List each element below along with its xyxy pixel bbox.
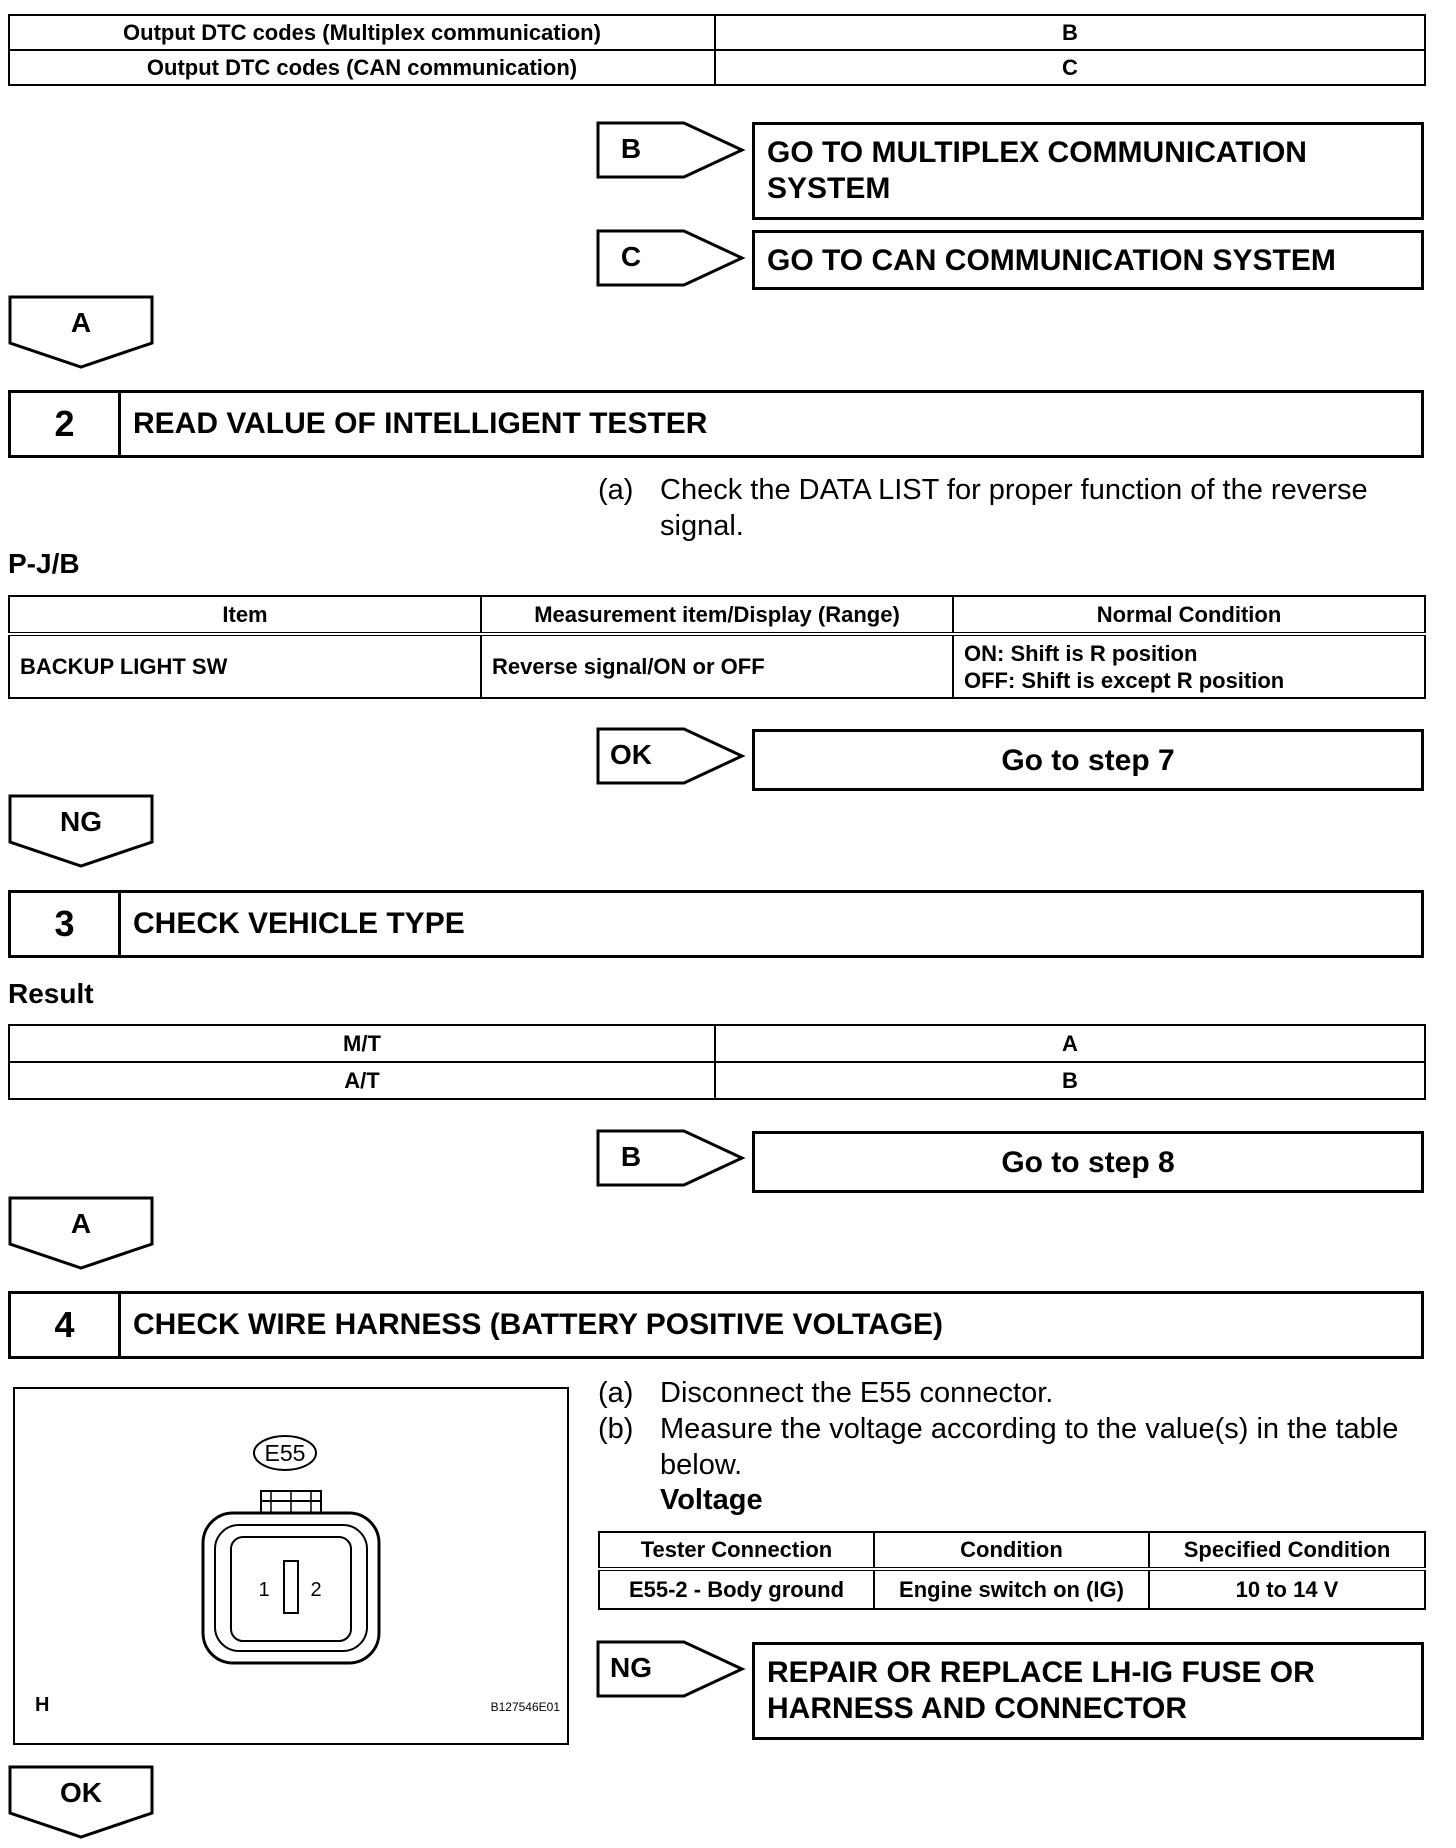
- table-cell: BACKUP LIGHT SW: [9, 634, 481, 698]
- branch-label: OK: [610, 739, 652, 770]
- vehicle-type-table: [8, 1024, 1426, 1100]
- step-title: CHECK VEHICLE TYPE: [133, 907, 465, 940]
- branch-label: B: [620, 1141, 642, 1172]
- table-cell: Output DTC codes (Multiplex communication): [9, 15, 715, 50]
- table-cell: A: [715, 1025, 1425, 1062]
- column-header: Normal Condition: [953, 596, 1425, 634]
- goto-can-box[interactable]: [752, 230, 1424, 290]
- connector-diagram: [15, 1389, 567, 1743]
- table-row: [9, 1062, 1425, 1099]
- connector-id: E55: [264, 1440, 306, 1466]
- branch-b-arrow[interactable]: [596, 1129, 746, 1187]
- destination-text: GO TO CAN COMMUNICATION SYSTEM: [767, 244, 1336, 277]
- normal-condition-line: ON: Shift is R position: [964, 640, 1198, 666]
- continue-label: A: [70, 307, 92, 338]
- table-cell: [953, 634, 1425, 698]
- continue-ok-arrow[interactable]: [8, 1765, 154, 1839]
- destination-text: Go to step 8: [1001, 1146, 1175, 1179]
- table-header-row: [599, 1532, 1425, 1569]
- table-cell: E55-2 - Body ground: [599, 1569, 874, 1609]
- table-title: Voltage: [660, 1484, 763, 1516]
- column-header: Tester Connection: [599, 1532, 874, 1569]
- table-row: [599, 1569, 1425, 1609]
- branch-ng-arrow[interactable]: [596, 1640, 746, 1698]
- destination-text: REPAIR OR REPLACE LH-IG FUSE OR HARNESS AND CONNECTOR: [767, 1656, 1315, 1725]
- connector-pin-cavity: [231, 1537, 351, 1641]
- repair-replace-box[interactable]: [752, 1642, 1424, 1740]
- step-number: 4: [11, 1294, 121, 1356]
- step-title: READ VALUE OF INTELLIGENT TESTER: [133, 407, 708, 440]
- step-number: 3: [11, 893, 121, 955]
- continue-label: OK: [60, 1777, 102, 1808]
- instruction-text: Disconnect the E55 connector.: [660, 1377, 1054, 1409]
- instruction-text: Check the DATA LIST for proper function of the reverse signal.: [660, 474, 1368, 542]
- goto-step-8-box[interactable]: [752, 1131, 1424, 1193]
- section-label: P-J/B: [8, 548, 80, 579]
- dtc-output-table: [8, 14, 1426, 86]
- table-cell: C: [715, 50, 1425, 85]
- table-cell: B: [715, 1062, 1425, 1099]
- destination-text: GO TO MULTIPLEX COMMUNICATION SYSTEM: [767, 136, 1307, 205]
- column-header: Condition: [874, 1532, 1149, 1569]
- continue-label: NG: [60, 806, 102, 837]
- destination-text: Go to step 7: [1001, 744, 1175, 777]
- table-cell: M/T: [9, 1025, 715, 1062]
- column-header: Item: [9, 596, 481, 634]
- connector-divider: [284, 1561, 298, 1613]
- pin-label: 1: [258, 1579, 270, 1601]
- step-4-header: [8, 1291, 1424, 1359]
- instruction-label: (a): [598, 1377, 634, 1409]
- table-cell: Reverse signal/ON or OFF: [481, 634, 953, 698]
- data-list-table: [8, 595, 1426, 699]
- table-cell: B: [715, 15, 1425, 50]
- branch-label: B: [620, 133, 642, 164]
- continue-a-arrow[interactable]: [8, 295, 154, 369]
- table-header-row: [9, 596, 1425, 634]
- instruction-label: (a): [598, 474, 634, 506]
- step-title: CHECK WIRE HARNESS (BATTERY POSITIVE VOLTAGE): [133, 1308, 944, 1341]
- continue-label: A: [70, 1208, 92, 1239]
- goto-multiplex-box[interactable]: [752, 122, 1424, 220]
- step-3-header: [8, 890, 1424, 958]
- voltage-table: [598, 1531, 1426, 1610]
- figure-id: B127546E01: [490, 1700, 560, 1714]
- table-row: [9, 15, 1425, 50]
- step-number: 2: [11, 393, 121, 455]
- pin-label: 2: [310, 1579, 322, 1601]
- goto-step-7-box[interactable]: [752, 729, 1424, 791]
- table-cell: 10 to 14 V: [1149, 1569, 1425, 1609]
- column-header: Measurement item/Display (Range): [481, 596, 953, 634]
- branch-ok-arrow[interactable]: [596, 727, 746, 785]
- instruction-text: Measure the voltage according to the value(s) in the table below.: [660, 1413, 1399, 1481]
- instruction-a: [598, 472, 1418, 552]
- table-cell: Output DTC codes (CAN communication): [9, 50, 715, 85]
- instruction-label: (b): [598, 1413, 634, 1445]
- column-header: Specified Condition: [1149, 1532, 1425, 1569]
- connector-housing-inner: [215, 1525, 367, 1651]
- connector-illustration: [13, 1387, 569, 1745]
- continue-a-arrow[interactable]: [8, 1196, 154, 1270]
- instruction-b: [598, 1411, 1418, 1483]
- normal-condition-line: OFF: Shift is except R position: [964, 667, 1285, 693]
- table-row: [9, 1025, 1425, 1062]
- branch-c-arrow[interactable]: [596, 229, 746, 287]
- instruction-a: [598, 1375, 1418, 1411]
- table-row: [9, 50, 1425, 85]
- branch-label: NG: [610, 1652, 652, 1683]
- table-row: [9, 634, 1425, 698]
- corner-letter: H: [35, 1694, 50, 1716]
- step-2-header: [8, 390, 1424, 458]
- section-label: Result: [8, 978, 94, 1009]
- table-cell: Engine switch on (IG): [874, 1569, 1149, 1609]
- table-cell: A/T: [9, 1062, 715, 1099]
- continue-ng-arrow[interactable]: [8, 794, 154, 868]
- branch-label: C: [620, 241, 642, 272]
- branch-b-arrow[interactable]: [596, 121, 746, 179]
